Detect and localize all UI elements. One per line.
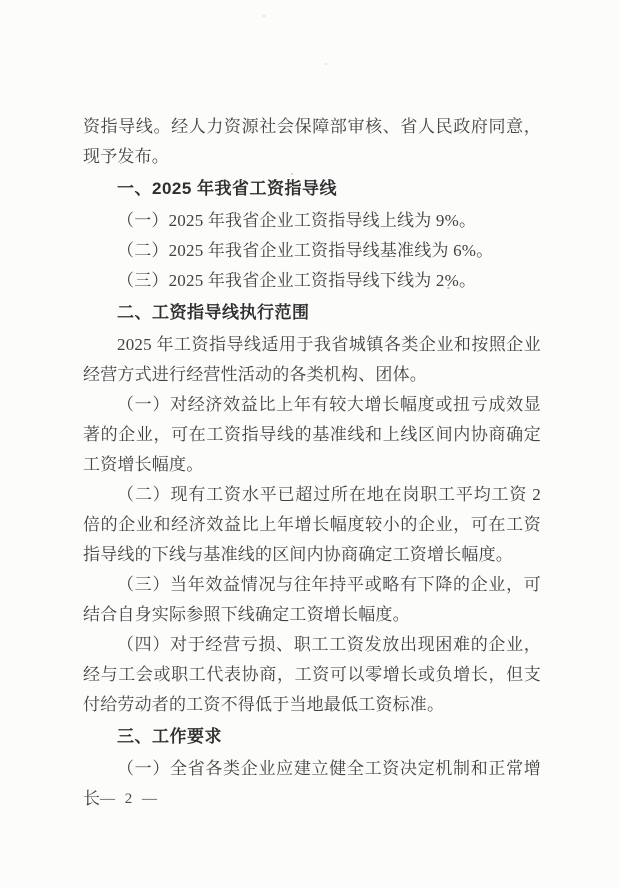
section-3-item-1: （一）全省各类企业应建立健全工资决定机制和正常增长 (83, 759, 541, 808)
section-1-heading: 一、2025 年我省工资指导线 (117, 179, 338, 198)
section-2-item-3: （三）当年效益情况与往年持平或略有下降的企业，可结合自身实际参照下线确定工资增长幅度。 (83, 575, 541, 624)
page-number: — 2 — (100, 791, 160, 807)
section-1-item-3: （三）2025 年我省企业工资指导线下线为 2%。 (117, 271, 477, 290)
section-2-item-4: （四）对于经营亏损、职工工资发放出现困难的企业，经与工会或职工代表协商，工资可以零增长或负增长，但支付给劳动者的工资不得低于当地最低工资标准。 (83, 635, 541, 714)
continuation-paragraph: 资指导线。经人力资源社会保障部审核、省人民政府同意，现予发布。 (83, 117, 541, 166)
scan-speck (447, 287, 450, 289)
scan-speck (291, 173, 293, 175)
section-1-item-1: （一）2025 年我省企业工资指导线上线为 9%。 (117, 211, 477, 230)
section-2-heading: 二、工资指导线执行范围 (117, 303, 310, 322)
section-2-item-2: （二）现有工资水平已超过所在地在岗职工平均工资 2 倍的企业和经济效益比上年增长幅度较小的企业，可在工资指导线的下线与基准线的区间内协商确定工资增长幅度。 (83, 485, 541, 564)
document-body (83, 112, 541, 814)
scan-speck (325, 63, 327, 65)
section-2-scope-paragraph: 2025 年工资指导线适用于我省城镇各类企业和按照企业经营方式进行经营性活动的各类机构、团体。 (83, 335, 541, 384)
section-2-item-1: （一）对经济效益比上年有较大增长幅度或扭亏成效显著的企业，可在工资指导线的基准线和上线区间内协商确定工资增长幅度。 (83, 395, 541, 474)
section-3-heading: 三、工作要求 (117, 727, 222, 746)
scan-speck (263, 15, 265, 17)
section-1-item-2: （二）2025 年我省企业工资指导线基准线为 6%。 (117, 241, 494, 260)
